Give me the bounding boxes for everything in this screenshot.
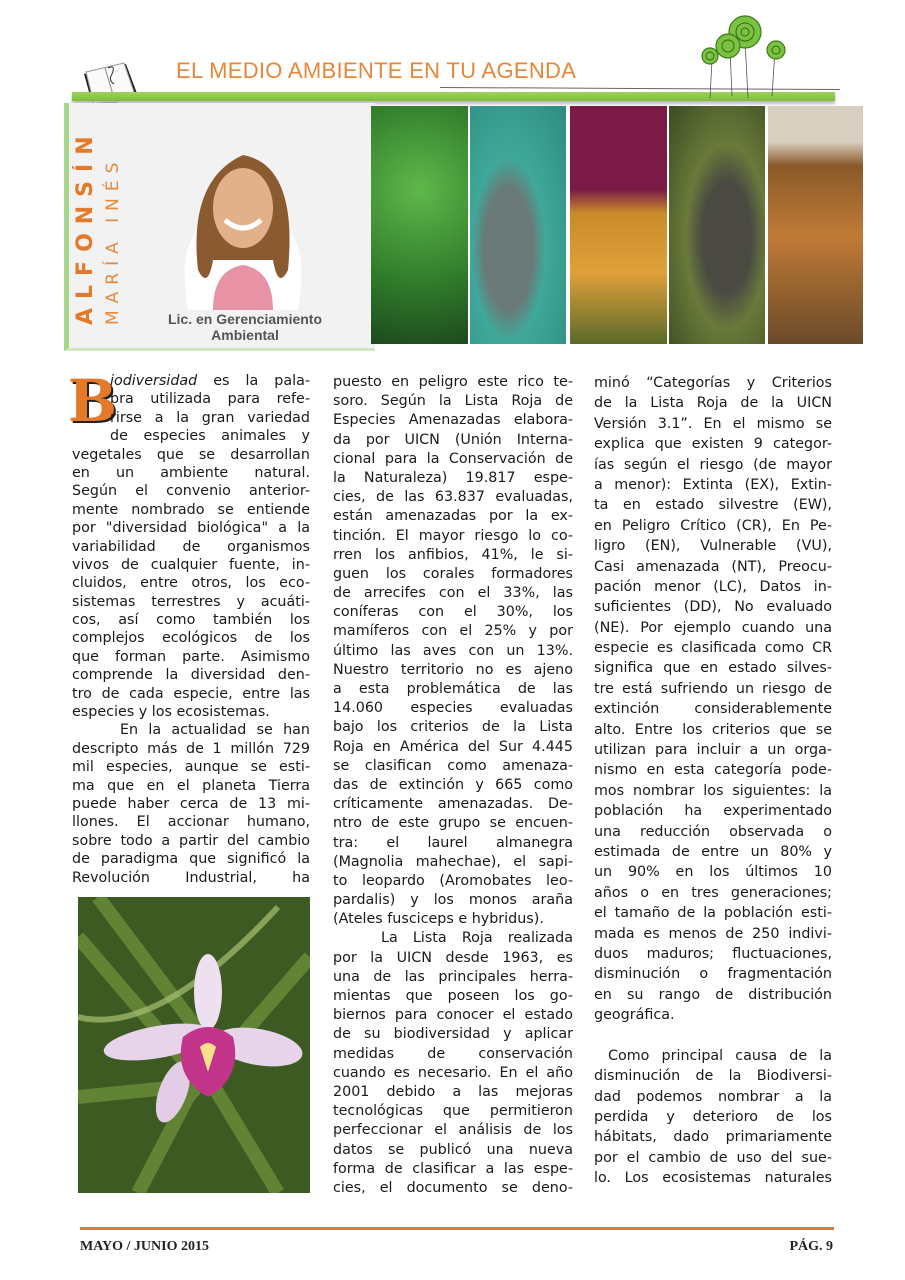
- text-line: que forman parte. Asimismo: [72, 648, 310, 665]
- text-line: Nuestro territorio no es ajeno: [333, 661, 573, 678]
- text-line: perdida y deterioro de los: [594, 1109, 832, 1126]
- drop-cap: B: [68, 367, 118, 435]
- text-line: datos se publicó una nueva: [333, 1141, 573, 1158]
- text-line: variabilidad de organismos: [72, 538, 310, 555]
- text-line: Según el convenio anterior-: [72, 483, 310, 500]
- text-line: (Ateles fusciceps e hybridus).: [333, 911, 544, 928]
- text-line: Especies Amenazadas elabora-: [333, 412, 573, 429]
- text-line: en Peligro Crítico (CR), En Pe-: [594, 517, 832, 534]
- text-line: rirse a la gran variedad: [110, 409, 310, 426]
- text-line: ntro de este grupo se encuen-: [333, 815, 573, 832]
- text-line: Roja en América del Sur 4.445: [333, 738, 573, 755]
- text-line: años o en tres generaciones;: [594, 884, 832, 901]
- rodent-photo: [669, 106, 765, 344]
- text-line: pación menor (LC), Datos in-: [594, 578, 832, 595]
- text-line: 2001 debido a las mejoras: [333, 1083, 573, 1100]
- text-line: mada es menos de 250 indivi-: [594, 925, 832, 942]
- text-line: alto. Entre los criterios que se: [594, 721, 832, 738]
- text-line: bra utilizada para refe-: [110, 391, 310, 408]
- text-line: Versión 3.1”. En el mismo se: [594, 415, 832, 432]
- text-line: en un ambiente natural.: [72, 464, 310, 481]
- text-line: cuando es necesario. En el año: [333, 1064, 573, 1081]
- caption-line: Lic. en Gerenciamiento: [167, 311, 323, 327]
- text-line: puede haber cerca de 13 mi-: [72, 795, 310, 812]
- text-line: sistemas terrestres y acuáti-: [72, 593, 310, 610]
- article-column-1: [72, 372, 310, 887]
- text-line: to leopardo (Aromobates leo-: [333, 872, 573, 889]
- text-line: suficientes (DD), No evaluado: [594, 599, 832, 616]
- text-line: sobre todo a partir del cambio: [72, 832, 310, 849]
- text-line: comprende la diversidad den-: [72, 667, 310, 684]
- text-line: pardalis) y los monos araña: [333, 892, 573, 909]
- text-line: mos nombrar los siguientes: la: [594, 782, 832, 799]
- text-line: complejos ecológicos de los: [72, 630, 310, 647]
- manatee-photo: [470, 106, 566, 344]
- text-line: Casi amenazada (NT), Preocu-: [594, 558, 832, 575]
- text-line: ías según el riesgo (de mayor: [594, 456, 832, 473]
- author-firstname: MARÍA INÉS: [103, 155, 123, 325]
- text-line: de especies animales y: [110, 428, 310, 445]
- author-title: [140, 311, 350, 343]
- text-line: lo. Los ecosistemas naturales: [594, 1170, 832, 1187]
- text-line: minó “Categorías y Criterios: [594, 375, 832, 391]
- text-line: por el cambio de uso del sue-: [594, 1149, 832, 1166]
- text-line: por la UICN desde 1963, es: [333, 949, 573, 966]
- text-line: cos, así como también los: [72, 612, 310, 629]
- text-line: disminución o fragmentación: [594, 966, 832, 983]
- author-portrait: [143, 120, 343, 310]
- text-line: cluidos, entre otros, los eco-: [72, 575, 310, 592]
- section-title: EL MEDIO AMBIENTE EN TU AGENDA: [176, 58, 577, 83]
- author-surname: ALFONSÍN: [73, 127, 98, 325]
- flowers-photo: [570, 106, 667, 344]
- text-line: La Lista Roja realizada: [381, 930, 573, 947]
- text-line: nismo en esta categoría pode-: [594, 762, 832, 779]
- text-line: [72, 372, 310, 390]
- text-line: mil especies, aunque se esti-: [72, 759, 310, 776]
- text-line: cional para la Conservación de: [333, 450, 573, 467]
- text-line: tre está sufriendo un riesgo de: [594, 680, 832, 697]
- text-line: el tamaño de la población esti-: [594, 905, 832, 922]
- text-line: (Magnolia mahechae), el sapi-: [333, 853, 573, 870]
- text-line: a esta problemática de las: [333, 681, 573, 697]
- quetzal-photo: [371, 106, 468, 344]
- text-line: especies y los ecosistemas.: [72, 704, 270, 721]
- text-line: medidas de conservación: [333, 1045, 573, 1062]
- text-line: tra: el laurel almanegra: [333, 834, 573, 851]
- text-line: das de extinción y 665 como: [333, 776, 573, 793]
- text-line: utilizan para incluir a un orga-: [594, 742, 832, 759]
- text-line: extinción considerablemente: [594, 701, 832, 718]
- text-line: tecnológicas que permitieron: [333, 1103, 573, 1120]
- text-line: en su rango de distribución: [594, 986, 832, 1003]
- text-line: descripto más de 1 millón 729: [72, 740, 310, 757]
- text-line: especie es clasificada como CR: [594, 640, 832, 657]
- text-line: de su biodiversidad y aplicar: [333, 1026, 573, 1043]
- text-line: forma de clasificar a las espe-: [333, 1160, 573, 1177]
- footer-divider: [80, 1227, 834, 1230]
- text-line: vegetales que se desarrollan: [72, 446, 310, 463]
- orchid-photo: [78, 897, 310, 1193]
- text-line: críticamente amenazadas. De-: [333, 796, 573, 813]
- text-line: de la Lista Roja de la UICN: [594, 395, 832, 412]
- caption-line: Ambiental: [211, 327, 279, 343]
- text-line: mientas que poseen los go-: [333, 988, 573, 1004]
- text-line: mente nombrado se entiende: [72, 501, 310, 518]
- text-line: mamíferos con el 25% y por: [333, 623, 573, 640]
- text-line: están amenazadas por la ex-: [333, 508, 573, 525]
- text-line: perfeccionar el análisis de los: [333, 1122, 573, 1139]
- text-line: ta en estado silvestre (EW),: [594, 497, 832, 514]
- text-line: En la actualidad se han: [120, 722, 310, 739]
- text-line: ligro (EN), Vulnerable (VU),: [594, 538, 832, 555]
- text-line: llones. El accionar humano,: [72, 814, 310, 831]
- text-line: (NE). Por ejemplo cuando una: [594, 619, 832, 636]
- text-line: dad podemos nombrar a la: [594, 1088, 832, 1105]
- text-line: último las aves con un 13%.: [333, 642, 573, 659]
- text-line: tro de cada especie, entre las: [72, 685, 310, 702]
- text-line: explica que existen 9 categor-: [594, 436, 832, 453]
- page-number: PÁG. 9: [789, 1239, 833, 1254]
- paragraph-spacer: [594, 1026, 832, 1046]
- text-line: Como principal causa de la: [608, 1047, 832, 1064]
- text-line: se clasifican como amenaza-: [333, 757, 573, 774]
- text-line: bajo los criterios de la Lista: [333, 719, 573, 736]
- text-line: estimada de entre un 80% y: [594, 843, 832, 860]
- issue-date: MAYO / JUNIO 2015: [80, 1239, 209, 1254]
- text-line: por "diversidad biológica" a la: [72, 520, 310, 537]
- text-line: un 90% en los últimos 10: [594, 864, 832, 881]
- text-line: hábitats, dado primariamente: [594, 1129, 832, 1146]
- text-line: ma que en el planeta Tierra: [72, 777, 310, 794]
- article-column-2: [333, 373, 573, 1198]
- text-line: geográfica.: [594, 1007, 675, 1024]
- article-column-3: [594, 373, 832, 1189]
- text-line: de paradigma que significó la: [72, 851, 310, 868]
- text-line: vivos de cualquier fuente, in-: [72, 556, 310, 573]
- text-line: 14.060 especies evaluadas: [333, 700, 573, 717]
- text-line: una de las principales herra-: [333, 968, 573, 985]
- text-line: una reducción observada o: [594, 823, 832, 840]
- text-line: a menor): Extinta (EX), Extin-: [594, 476, 832, 493]
- text-line: cies, de las 63.837 evaluadas,: [333, 489, 573, 506]
- text-line: población ha experimentado: [594, 803, 832, 820]
- text-line: soro. Según la Lista Roja de: [333, 393, 573, 410]
- lead-word: iodiversidad: [110, 373, 198, 389]
- text-line: guen los corales formadores: [333, 565, 573, 582]
- text-line: biernos para conocer el estado: [333, 1007, 573, 1024]
- text-line: puesto en peligro este rico te-: [333, 374, 573, 390]
- text-line: coníferas con el 30%, los: [333, 604, 573, 621]
- text-line: de arrecifes con el 33%, las: [333, 585, 573, 602]
- text-line: da por UICN (Unión Interna-: [333, 431, 573, 448]
- text-line: Revolución Industrial, ha: [72, 869, 310, 886]
- trees-icon: [690, 10, 800, 100]
- text-line: duos maduros; fluctuaciones,: [594, 945, 832, 962]
- text-line: tinción. El mayor riesgo lo co-: [333, 527, 573, 544]
- text-line: rren los anfibios, 41%, le si-: [333, 546, 573, 563]
- text-fragment: es la pala-: [213, 373, 311, 389]
- jaguar-photo: [768, 106, 863, 344]
- text-line: la Naturaleza) 19.817 espe-: [333, 469, 573, 486]
- text-line: cies, el documento se deno-: [333, 1179, 573, 1196]
- text-line: disminución de la Biodiversi-: [594, 1068, 832, 1085]
- text-line: significa que en estado silves-: [594, 660, 832, 677]
